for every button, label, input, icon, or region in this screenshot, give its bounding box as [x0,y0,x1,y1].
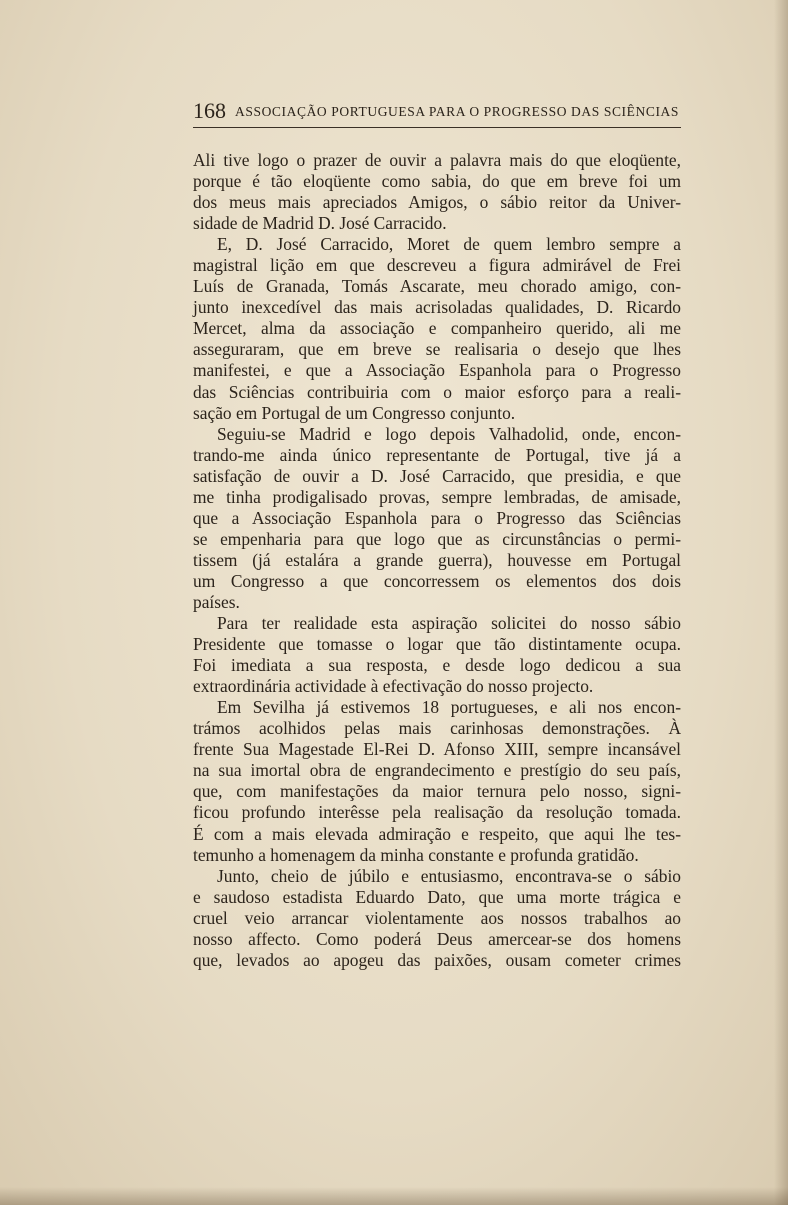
text-line: Para ter realidade esta aspiração solicitei do nosso sábio [217,613,681,634]
text-line: Em Sevilha já estivemos 18 portugueses, e ali nos encon- [217,697,681,718]
text-line: tissem (já estalára a grande guerra), houvesse em Portugal [193,549,681,570]
body-text [193,150,681,971]
text-line: magistral lição em que descreveu a figura admirável de Frei [193,255,681,276]
text-line: temunho a homenagem da minha constante e profunda gratidão. [193,844,639,865]
paragraph-6 [193,866,681,971]
text-line: Ali tive logo o prazer de ouvir a palavra mais do que eloqüente, [193,150,681,170]
paragraph-5 [193,697,681,865]
text-line: me tinha prodigalisado provas, sempre lembradas, de amisade, [193,486,681,507]
text-line: E, D. José Carracido, Moret de quem lembro sempre a [217,234,681,255]
text-line: Seguiu-se Madrid e logo depois Valhadolid, onde, encon- [217,423,681,444]
text-line: trando-me ainda único representante de Portugal, tive já a [193,444,681,465]
text-line: satisfação de ouvir a D. José Carracido, que presidia, e que [193,465,681,486]
text-line: cruel veio arrancar violentamente aos nossos trabalhos ao [193,907,681,928]
text-line: países. [193,591,240,612]
text-line: Mercet, alma da associação e companheiro querido, ali me [193,318,681,339]
text-line: que, com manifestações da maior ternura pelo nosso, signi- [193,781,681,802]
text-line: nosso affecto. Como poderá Deus amercear-se dos homens [193,928,681,949]
text-line: junto inexcedível das mais acrisoladas qualidades, D. Ricardo [193,297,681,318]
paragraph-2 [193,234,681,423]
page-edge-shadow-right [774,0,788,1205]
text-line: dos meus mais apreciados Amigos, o sábio reitor da Univer- [193,192,681,213]
text-line: porque é tão eloqüente como sabia, do que em breve foi um [193,171,681,192]
page-header [193,97,681,128]
text-line: trámos acolhidos pelas mais carinhosas demonstrações. À [193,718,681,739]
paragraph-1 [193,150,681,234]
text-line: que a Associação Espanhola para o Progresso das Sciências [193,507,681,528]
text-line: Foi imediata a sua resposta, e desde logo dedicou a sua [193,655,681,676]
text-line: Luís de Granada, Tomás Ascarate, meu chorado amigo, con- [193,276,681,297]
text-line: das Sciências contribuiria com o maior esforço para a reali- [193,381,681,402]
running-title: ASSOCIAÇÃO PORTUGUESA PARA O PROGRESSO DAS SCIÊNCIAS [235,104,679,119]
text-line: sidade de Madrid D. José Carracido. [193,213,447,234]
text-line: Presidente que tomasse o logar que tão distintamente ocupa. [193,634,681,655]
text-line: e saudoso estadista Eduardo Dato, que uma morte trágica e [193,886,681,907]
text-line: frente Sua Magestade El-Rei D. Afonso XIII, sempre incansável [193,739,681,760]
text-line: se empenharia para que logo que as circunstâncias o permi- [193,528,681,549]
page-number: 168 [193,98,226,123]
text-line: que, levados ao apogeu das paixões, ousam cometer crimes [193,949,681,970]
text-line: ficou profundo interêsse pela realisação da resolução tomada. [193,802,681,823]
paragraph-3 [193,424,681,613]
paragraph-4 [193,613,681,697]
page-edge-shadow-bottom [0,1187,788,1205]
text-line: Junto, cheio de júbilo e entusiasmo, encontrava-se o sábio [217,865,681,886]
text-line: asseguraram, que em breve se realisaria o desejo que lhes [193,339,681,360]
text-line: na sua imortal obra de engrandecimento e prestígio do seu país, [193,760,681,781]
text-line: É com a mais elevada admiração e respeito, que aqui lhe tes- [193,823,681,844]
text-line: extraordinária actividade à efectivação do nosso projecto. [193,676,594,697]
text-line: um Congresso a que concorressem os elementos dos dois [193,570,681,591]
text-line: sação em Portugal de um Congresso conjunto. [193,402,516,423]
text-line: manifestei, e que a Associação Espanhola para o Progresso [193,360,681,381]
